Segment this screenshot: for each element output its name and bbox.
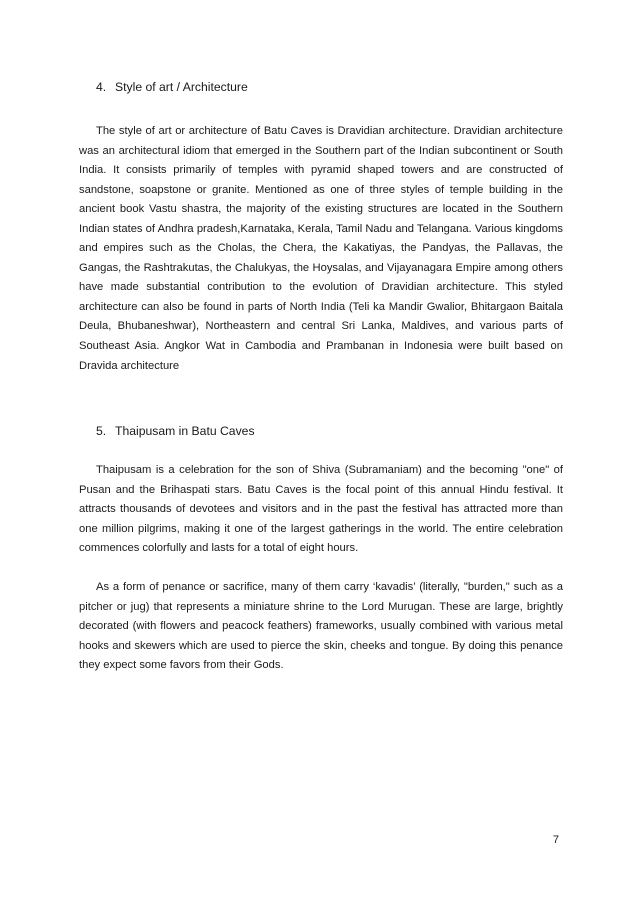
section-title: Style of art / Architecture [115, 80, 248, 94]
section-number: 5. [96, 424, 107, 438]
paragraph-thaipusam-celebration: Thaipusam is a celebration for the son of Shiva (Subramaniam) and the becoming "one" of Pusan and the Brihaspati stars. Batu Caves is the focal point of this annual Hindu festival. It attracts thousands of devotees and visitors and in the past the festival has attracted more than one million pilgrims, making it one of the largest gatherings in the world. The entire celebration commences colorfully and lasts for a total of eight hours. [79, 464, 563, 555]
section-heading-thaipusam [96, 424, 255, 438]
section-number: 4. [96, 80, 107, 94]
paragraph-architecture: The style of art or architecture of Batu Caves is Dravidian architecture. Dravidian architecture was an architectural idiom that emerged in the Southern part of the Indian subcontinent or South India. It consists primarily of temples with pyramid shaped towers and are constructed of sandstone, soapstone or granite. Mentioned as one of three styles of temple building in the ancient book Vastu shastra, the majority of the existing structures are located in the Southern Indian states of Andhra pradesh,Karnataka, Kerala, Tamil Nadu and Telangana. Various kingdoms and empires such as the Cholas, the Chera, the Kakatiyas, the Pandyas, the Pallavas, the Gangas, the Rashtrakutas, the Chalukyas, the Hoysalas, and Vijayanagara Empire among others have made substantial contribution to the evolution of Dravidian architecture. This styled architecture can also be found in parts of North India (Teli ka Mandir Gwalior, Bhitargaon Baitala Deula, Bhubaneshwar), Northeastern and central Sri Lanka, Maldives, and various parts of Southeast Asia. Angkor Wat in Cambodia and Prambanan in Indonesia were built based on Dravida architecture [79, 125, 563, 372]
section-title: Thaipusam in Batu Caves [115, 424, 255, 438]
paragraph-kavadis-penance: As a form of penance or sacrifice, many of them carry ‘kavadis’ (literally, "burden," such as a pitcher or jug) that represents a miniature shrine to the Lord Murugan. These are large, brightly decorated (with flowers and peacock feathers) frameworks, usually combined with various metal hooks and skewers which are used to pierce the skin, cheeks and tongue. By doing this penance they expect some favors from their Gods. [79, 581, 563, 672]
section-heading-style-of-art [96, 80, 248, 94]
page-number: 7 [552, 834, 559, 846]
